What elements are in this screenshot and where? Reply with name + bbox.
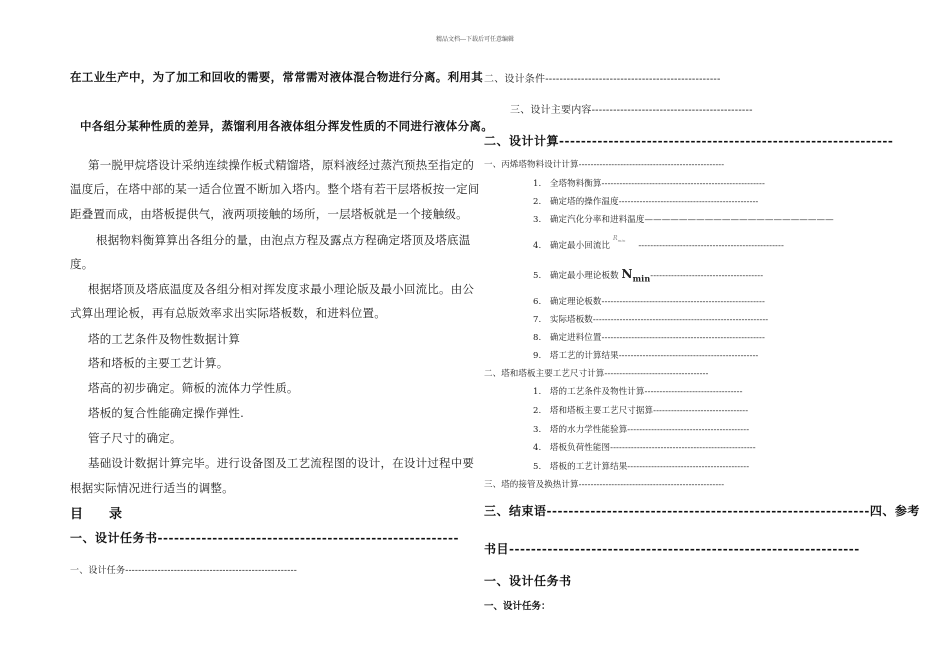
toc-subentry: 2. 确定塔的操作温度----------------------------------------------- — [533, 197, 759, 207]
toc-entry: 二、塔和塔板主要工艺尺寸计算----------------------------------- — [484, 369, 709, 379]
toc-subentry: 1. 全塔物料衡算------------------------------------------------------- — [533, 179, 765, 189]
toc-entry: 一、设计任务书------------------------------------------------------- — [70, 531, 459, 545]
section-title: 一、设计任务书 — [484, 574, 572, 588]
toc-subentry: 6. 确定理论板数------------------------------------------------------- — [533, 297, 765, 307]
rmin-symbol — [613, 235, 626, 242]
toc-entry: 书目---------------------------------------------------------------- — [484, 542, 860, 556]
paragraph-line: 基础设计数据计算完毕。进行设备图及工艺流程图的设计，在设计过程中要 — [88, 456, 475, 470]
nmin-symbol — [621, 267, 651, 284]
paragraph-line: 温度后，在塔中部的某一适合位置不断加入塔内。整个塔有若干层塔板按一定间 — [70, 182, 480, 196]
rmin-letter: R — [612, 235, 618, 242]
toc-entry: 一、丙烯塔物料设计计算------------------------------------------------- — [484, 160, 725, 170]
nmin-subscript: min — [632, 273, 651, 284]
page-header: 精品文档---下载后可任意编辑 — [435, 36, 515, 43]
paragraph-line: 距叠置而成，由塔板提供气，液两项接触的场所，一层塔板就是一个接触级。 — [70, 207, 468, 221]
section-subtitle: 一、设计任务： — [484, 601, 551, 612]
toc-subentry — [533, 267, 763, 283]
paragraph-line: 塔板的复合性能确定操作弹性. — [88, 406, 244, 420]
toc-subentry-label: 4. 确定最小回流比 — [533, 241, 611, 251]
paragraph-line: 式算出理论板，再有总版效率求出实际塔板数，和进料位置。 — [70, 306, 386, 320]
toc-subentry: 2. 塔和塔板主要工艺尺寸据算-------------------------------- — [533, 406, 749, 416]
paragraph-line: 根据实际情况进行适当的调整。 — [70, 481, 234, 495]
toc-entry: 二、设计计算------------------------------------------------------------- — [484, 134, 894, 148]
paragraph-line: 第一脱甲烷塔设计采纳连续操作板式精馏塔，原料液经过蒸汽预热至指定的 — [88, 158, 475, 172]
rmin-subscript: min — [617, 238, 626, 244]
intro-bold-line-1: 在工业生产中，为了加工和回收的需要，常常需对液体混合物进行分离。利用其 — [70, 70, 483, 84]
toc-dashes: ------------------------------------------------- — [638, 241, 784, 251]
toc-subentry: 5. 塔板的工艺计算结果----------------------------------------- — [533, 462, 750, 472]
paragraph-line: 塔的工艺条件及物性数据计算 — [88, 332, 241, 346]
toc-subentry: 3. 确定汽化分率和进料温度—————————————————————— — [533, 215, 834, 225]
toc-entry: 二、设计条件------------------------------------------------- — [484, 74, 721, 85]
toc-entry: 三、结束语-----------------------------------------------------------四、参考 — [484, 504, 920, 518]
toc-subentry: 4. 塔板负荷性能图------------------------------------------------- — [533, 443, 756, 453]
toc-subentry: 9. 塔工艺的计算结果----------------------------------------------- — [533, 351, 759, 361]
toc-subentry: 1. 塔的工艺条件及物性计算--------------------------------- — [533, 387, 743, 397]
paragraph-line: 塔高的初步确定。筛板的流体力学性质。 — [88, 381, 299, 395]
toc-entry: 三、设计主要内容--------------------------------------------- — [510, 105, 753, 116]
toc-entry: 三、塔的接管及换热计算------------------------------------------------- — [484, 480, 725, 490]
nmin-letter: N — [621, 267, 633, 281]
toc-subentry: 7. 实际塔板数----------------------------------------------------------- — [533, 315, 769, 325]
paragraph-line: 管子尺寸的确定。 — [88, 431, 182, 445]
toc-entry: 一、设计任务----------------------------------------------------- — [70, 566, 297, 576]
toc-title: 目 录 — [70, 507, 123, 522]
paragraph-line: 度。 — [70, 257, 94, 271]
toc-subentry — [533, 235, 784, 251]
toc-subentry: 8. 确定进料位置------------------------------------------------------- — [533, 333, 765, 343]
toc-dashes: -------------------------------------- — [650, 271, 764, 281]
paragraph-line: 根据物料衡算算出各组分的量，由泡点方程及露点方程确定塔顶及塔底温 — [96, 233, 471, 247]
toc-subentry-label: 5. 确定最小理论板数 — [533, 271, 619, 281]
toc-subentry: 3. 塔的水力学性能验算----------------------------------------- — [533, 425, 750, 435]
paragraph-line: 根据塔顶及塔底温度及各组分相对挥发度求最小理论版及最小回流比。由公 — [88, 282, 475, 296]
intro-bold-line-2: 中各组分某种性质的差异，蒸馏利用各液体组分挥发性质的不同进行液体分离。 — [80, 119, 493, 133]
paragraph-line: 塔和塔板的主要工艺计算。 — [88, 356, 229, 370]
